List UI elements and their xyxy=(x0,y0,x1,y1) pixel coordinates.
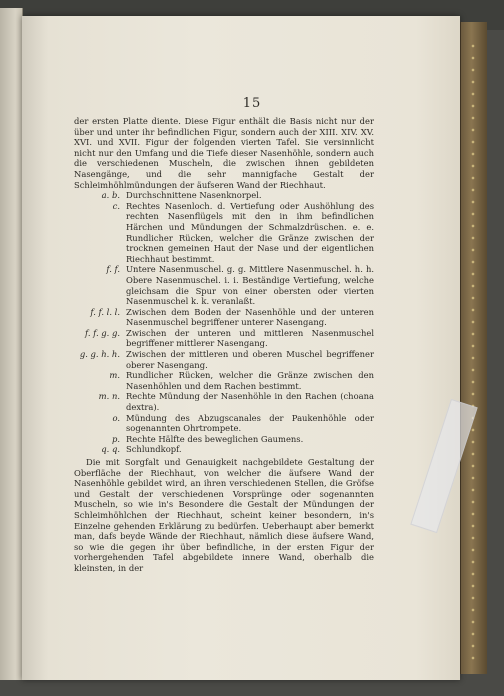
entry-label: q. q. xyxy=(101,444,120,455)
intro-paragraph: der ersten Platte diente. Diese Figur enthält die Basis nicht nur der über und unter ihr befindlichen Figur, sondern auch der XIII. XIV. XV. XVI. und XVII. Figur der folgenden vierten Tafel. Sie versinnlicht nicht nur den Umfang und die Tiefe dieser Nasenhöhle, sondern auch die verschiedenen Muscheln, die zwischen ihnen gebildeten Nasengänge, und die sehr mannigfache Gestalt der Schleimhöhlmündungen der äufseren Wand der Riechhaut. xyxy=(74,116,374,190)
entry-text: Mündung des Abzugscanales der Paukenhöhle oder sogenannten Ohrtrompete. xyxy=(126,412,374,434)
legend-entry xyxy=(74,349,374,370)
entry-label: g. g. h. h. xyxy=(79,349,120,360)
entry-text: Rechte Mündung der Nasenhöhle in den Rachen (choana dextra). xyxy=(126,391,374,413)
entry-label: f. f. g. g. xyxy=(85,327,120,338)
entry-text: Zwischen dem Boden der Nasenhöhle und der unteren Nasenmuschel begriffener unterer Nasengang. xyxy=(126,306,374,328)
entry-label: m. xyxy=(109,370,120,381)
gilt-ornament xyxy=(470,40,476,660)
legend-entry xyxy=(74,307,374,328)
entry-text: Rundlicher Rücken, welcher die Gränze zwischen den Nasenhöhlen und dem Rachen bestimmt. xyxy=(126,370,374,391)
legend-entry xyxy=(74,328,374,349)
entry-text: Durchschnittene Nasenknorpel. xyxy=(126,190,262,201)
legend-entry xyxy=(74,190,374,201)
legend-entry xyxy=(74,444,374,455)
entry-text: Untere Nasenmuschel. g. g. Mittlere Nasenmuschel. h. h. Obere Nasenmuschel. i. i. Beständige Vertiefung, welche gleichsam die Spur von einer obersten oder vierten Nasenmuschel k. k. veranlaßt. xyxy=(126,264,374,307)
entry-label: o. xyxy=(112,412,120,423)
entry-text: Schlundkopf. xyxy=(126,444,182,455)
legend-entry xyxy=(74,370,374,391)
legend-entry xyxy=(74,434,374,445)
entry-text: Rechte Hälfte des beweglichen Gaumens. xyxy=(126,433,304,444)
legend-entry xyxy=(74,391,374,412)
entry-text: Zwischen der unteren und mittleren Nasenmuschel begriffener mittlerer Nasengang. xyxy=(126,327,374,349)
entry-label: c. xyxy=(112,200,120,211)
legend-entry xyxy=(74,264,374,306)
entry-text: Zwischen der mittleren und oberen Muschel begriffener oberer Nasengang. xyxy=(126,349,374,370)
entry-label: a. b. xyxy=(101,190,120,201)
legend-entry xyxy=(74,201,374,265)
entry-label: p. xyxy=(111,433,120,444)
entry-label: m. n. xyxy=(98,391,120,402)
entry-label: f. f. xyxy=(106,264,120,275)
closing-paragraph: Die mit Sorgfalt und Genauigkeit nachgebildete Gestaltung der Oberfläche der Riechhaut, von welcher die äufsere Wand der Nasenhöhle gebildet wird, an ihren verschiedenen Stellen, die Gröfse und Gestalt der verschiedenen Vorsprünge oder sogenannten Muscheln, so wie in's Besondere die Gestalt der Mündungen der Schleimhöhlchen der Riechhaut, scheint keiner besondern, in's Einzelne gehenden Erklärung zu bedürfen. Ueberhaupt aber bemerkt man, dafs beyde Wände der Riechhaut, nämlich diese äufsere Wand, so wie die gegen ihr über befindliche, in der ersten Figur der vorhergehenden Tafel abgebildete innere Wand, oberhalb die kleinsten, in der xyxy=(74,457,374,573)
page-text xyxy=(74,116,374,574)
legend-entry xyxy=(74,413,374,434)
entry-label: f. f. l. l. xyxy=(90,306,120,317)
page-number: 15 xyxy=(242,96,262,111)
entry-text: Rechtes Nasenloch. d. Vertiefung oder Aushöhlung des rechten Nasenflügels mit den in ihm befindlichen Härchen und Mündungen der Schmalzdrüschen. e. e. Rundlicher Rücken, welcher die Gränze zwischen der trocknen gemeinen Haut der Nase und der eigentlichen Riechhaut bestimmt. xyxy=(126,200,374,264)
